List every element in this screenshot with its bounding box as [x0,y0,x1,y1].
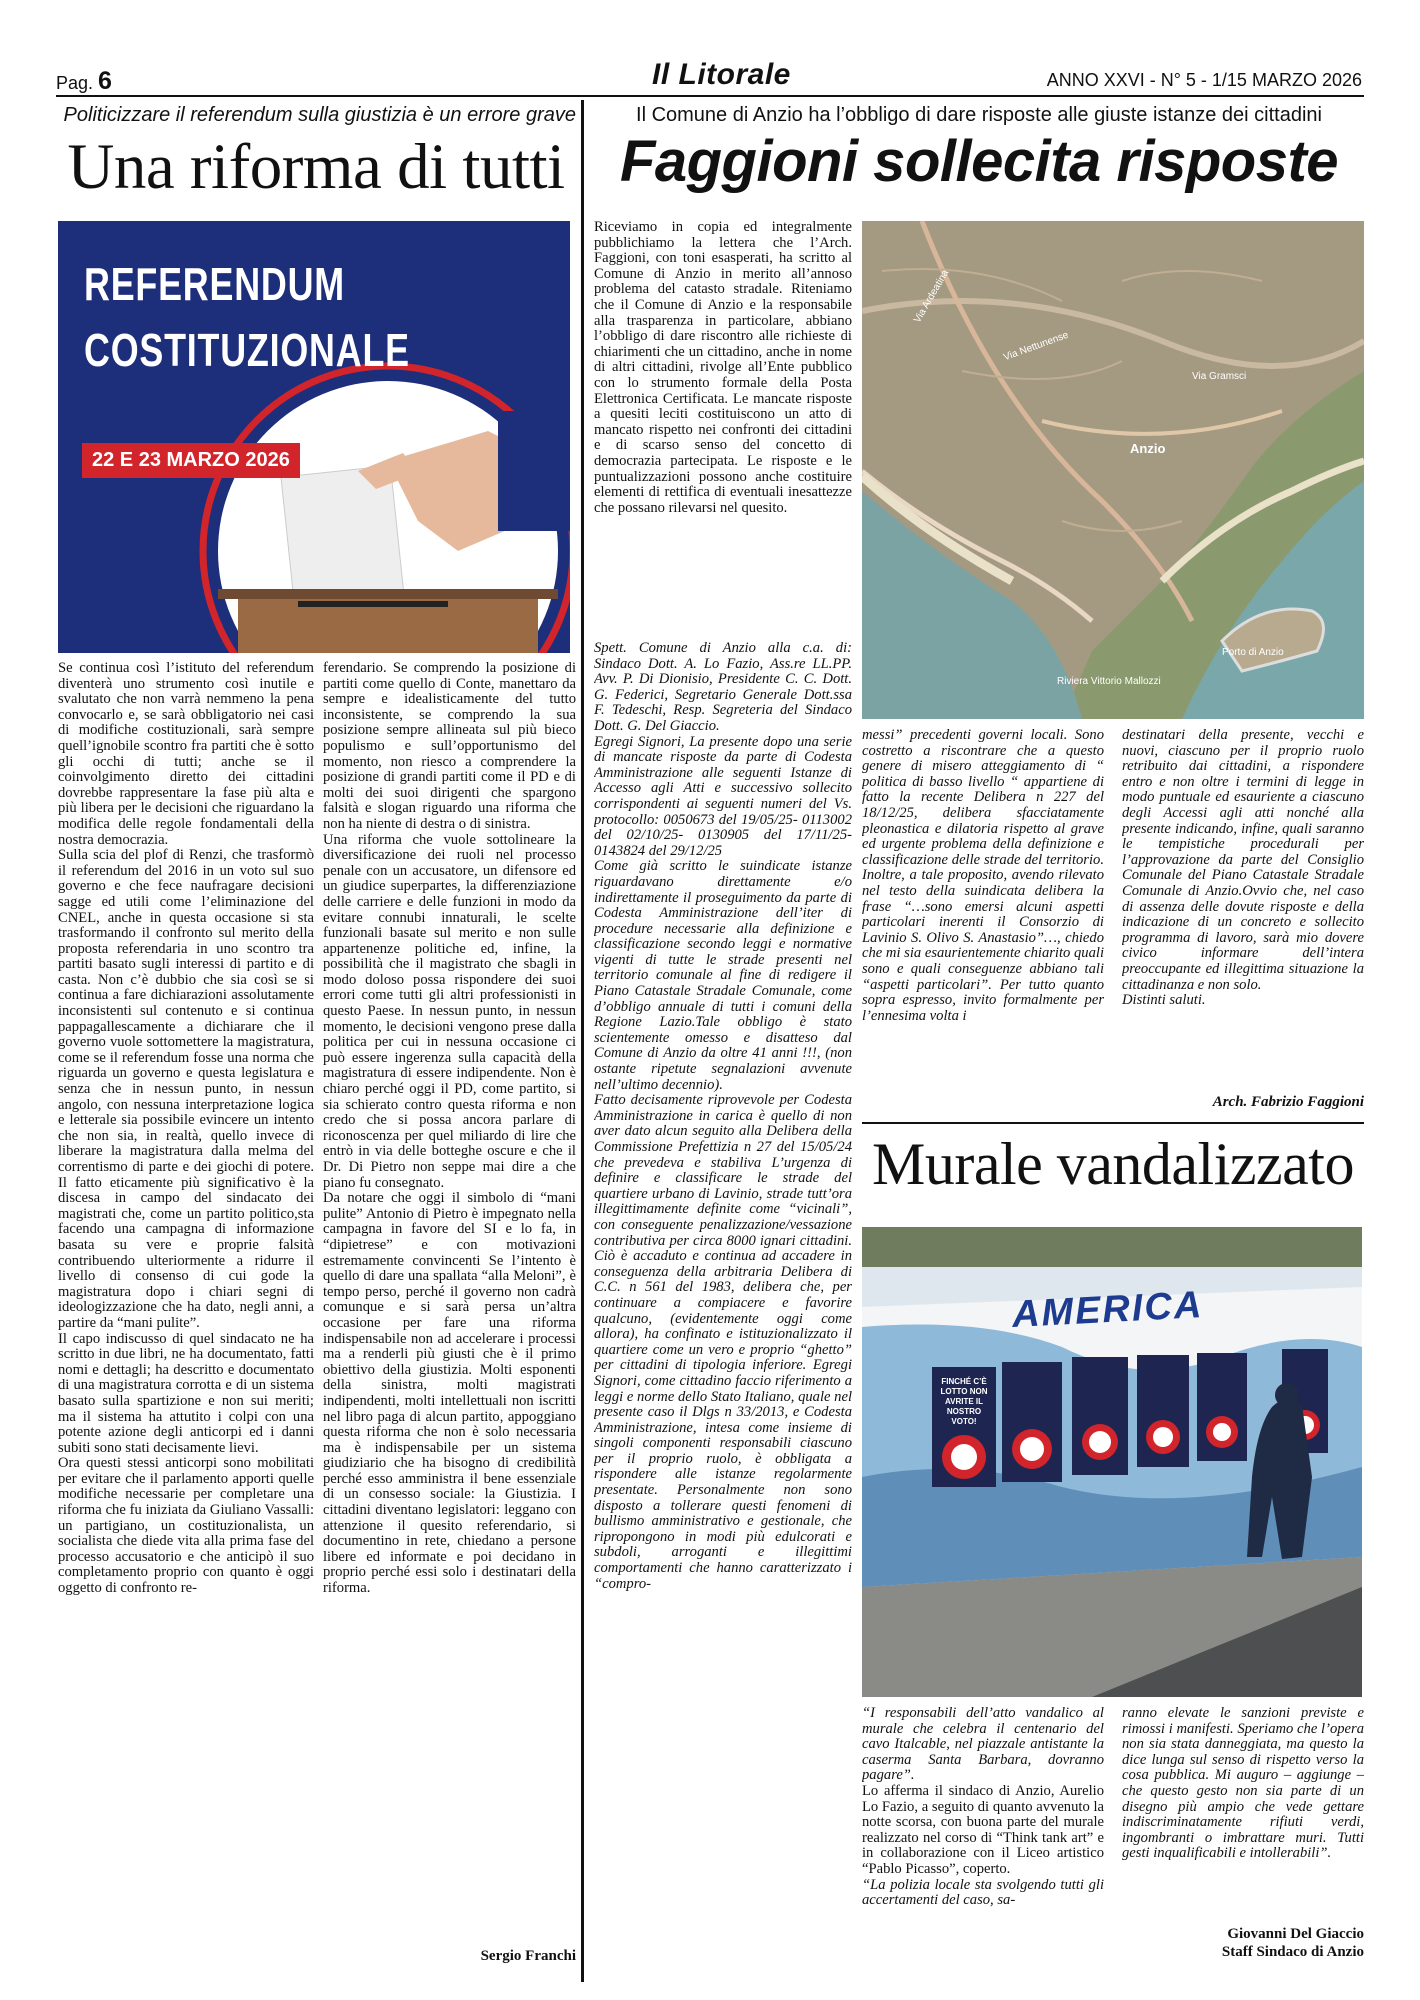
masthead: Il Litorale [652,58,791,91]
article1-column1 [58,661,314,1961]
header-rule [56,95,1364,97]
paragraph: Ora questi stessi anticorpi sono mobilitati per evitare che il parlamento apporti quelle modifiche necessarie per completare una riforma che fu iniziata da Giuliano Vassalli: un partigiano, un costituzionalista, un socialista che diede vita alla prima fase del processo accusatorio e che anticipò il suo completamento proprio con quanto è oggi oggetto di confronto re- [58,1455,314,1597]
paragraph: ferendario. Se comprendo la posizione di partiti come quello di Conte, manettaro da sempre e idealisticamente del tutto inconsistente, se comprendo la sua posizione sempre allineata sul più bieco populismo e sull’opportunismo del momento, non riesco a comprendere la posizione di grandi partiti come il PD e di molti dei suoi dirigenti che spargono falsità e slogan riguardo una riforma che non ha niente di destra o di sinistra. [323,661,576,832]
article2-title: Faggioni sollecita risposte [619,129,1339,194]
poster-line2: COSTITUZIONALE [84,324,410,376]
issue-info: ANNO XXVI - N° 5 - 1/15 MARZO 2026 [1046,70,1362,90]
article2-signature: Arch. Fabrizio Faggioni [1212,1094,1364,1110]
paragraph: Da notare che oggi il simbolo di “mani pulite” Antonio di Pietro è impegnato nella campagna in favore del SI e lo fa, in “dipietrese” e con motivazioni estremamente convincenti Se l’intento è quello di dare una spallata “alla Meloni”, è tempo perso, perché il governo non cadrà comunque e si sarà persa un’altra occasione per fare una riforma indispensabile non ad accelerare i processi ma a renderli più giusti che è il primo obiettivo della giustizia. Molti esponenti della sinistra, molti magistrati indipendenti, molti intellettuali non iscritti nel libro paga di alcun partito, appoggiano questa riforma che non è solo necessaria ma è indispensabile per un sistema giudiziario che ha bisogno di credibilità perché esso amministra il bene essenziale di un consesso sociale: la Giustizia. I cittadini diventano legislatori: leggano con attenzione il quesito referendario, si documentino in rete, chiedano a persone libere ed informate e poi decidano in proprio perché essi solo i destinatari della riforma. [323,1190,576,1597]
article3-signature-name: Giovanni Del Giaccio [1227,1926,1364,1942]
mural-poster-text: FINCHÉ C’È LOTTO NON AVRITE IL NOSTRO VOTO! [940,1377,988,1426]
article2-letter-column2: messi” precedenti governi locali. Sono costretto a riscontrare che a questo genere di misero atteggiamento di “ politica di basso livello “ appartiene di fatto la recente Delibera n 227 del 18/12/25, delibera sfacciatamente pleonastica e dilatoria rispetto al grave ed urgente problema della definizione e classificazione delle strade del territorio. Inoltre, a tale proposito, avendo rilevato nel testo della suindicata delibera la frase “…sono emersi alcuni aspetti particolari inerenti il Consorzio di Lavinio S. Olivo S. Anastasio”…, chiedo che mi sia esaurientemente chiarito quali sono e quali conseguenze abbiano tali “aspetti particolari”. Per tutto quanto sopra espresso, invito formalmente per l’ennesima volta i [862,728,1104,1024]
map-label-porto: Porto di Anzio [1222,647,1284,658]
paragraph: Il capo indiscusso di quel sindacato ne ha scritto in due libri, ne ha documentato, fatti nomi e dettagli; ha descritto e documentato di una magistratura corrotta e di un sistema basato sulla spartizione e non sui meriti; ma il sistema ha attutito i colpi con una potente azione degli anticorpi ed i danni subiti sono stati decisamente lievi. [58,1330,314,1456]
poster-line1: REFERENDUM [84,258,345,310]
paragraph: Lo afferma il sindaco di Anzio, Aurelio Lo Fazio, a seguito di quanto avvenuto la notte scorsa, con buona parte del murale realizzato nel corso di “Think tank art” e in collaborazione con il Liceo artistico “Pablo Picasso”, coperto. [862,1782,1104,1877]
map-label-nettunense: Via Nettunense [1002,329,1071,364]
article3-rule [862,1122,1364,1124]
paragraph: Egregi Signori, La presente dopo una serie di mancate risposte da parte di Codesta Amministrazione alle seguenti Istanze di Accesso agli Atti e successivo sollecito corrispondenti ai seguenti numeri del Vs. protocollo: 0050673 del 19/05/25- 0113002 del 02/10/25- 0130905 del 17/11/25- 0143824 del 29/12/25 [594,733,852,859]
map-label-anzio: Anzio [1130,441,1166,456]
anzio-map [862,221,1364,719]
poster-date: 22 E 23 MARZO 2026 [82,443,300,478]
article3-signature-role: Staff Sindaco di Anzio [1221,1944,1364,1960]
article3-title: Murale vandalizzato [872,1131,1354,1197]
article2-kicker: Il Comune di Anzio ha l’obbligo di dare risposte alle giuste istanze dei cittadini [636,104,1322,126]
closing-text: Distinti saluti. [1122,992,1206,1009]
paragraph: Spett. Comune di Anzio alla c.a. di: Sindaco Dott. A. Lo Fazio, Ass.re LL.PP. Avv. P. Di Dionisio, Presidente C. C. Dott. G. Federici, Segretario Generale Dott.ssa F. Tedeschi, Resp. Segreteria del Sindaco Dott. G. Del Giaccio. [594,641,852,734]
map-label-ardeatina: Via Ardeatina [912,268,952,325]
paragraph: destinatari della presente, vecchi e nuovi, ciascuno per il proprio ruolo retribuito dai cittadini, a rispondere entro e non oltre i termini di legge in modo puntuale ed esauriente a ciascuno degli Accessi agli atti nonché alla presente indicando, infine, quali saranno le tempistiche procedurali per l’approvazione da parte del Consiglio Comunale del Piano Catastale Stradale Comunale di Anzio.Ovvio che, nel caso di assenza delle dovute risposte e della indicazione di un concreto e sollecito programma di lavoro, sarà mio dovere civico informare dell’intera preoccupante ed illegittima situazione la cittadinanza e non solo. [1122,728,1364,993]
article2-letter-column3 [1122,728,1364,1118]
article3-column1 [862,1706,1104,1980]
mural-word: AMERICA [1011,1284,1205,1336]
paragraph: Una riforma che vuole sottolineare la diversificazione dei ruoli nel processo penale con un accusatore, un difensore ed un giudice superpartes, la differenziazione delle carriere e delle funzioni in modo da evitare connubi innaturali, le scelte funzionali basate sul merito e non sulle appartenenze politiche ed, infine, la possibilità che il magistrato che sbagli in modo doloso possa rispondere dei suoi errori come tutti gli altri professionisti in questo Paese. In nessun punto, in nessun momento, le decisioni vengono prese dalla politica per cui in nessuna occasione ci può essere ingerenza sulla capacità della magistratura di essere indipendente. Non è chiaro perché oggi il PD, come partito, si sia schierato contro questa riforma e non credo che si possa ancora parlare di riconoscenza per quel miliardo di lire che entrò in via delle botteghe oscure e che il Dr. Di Pietro non seppe mai dire a che piano fu consegnato. [323,831,576,1191]
mural-photo [862,1227,1362,1697]
paragraph: Se continua così l’istituto del referendum diventerà uno strumento così inutile e svalutato che non varrà nemmeno la pena convocarlo e, se sarà obbligatorio nei casi di modifiche costituzionali, sarà sempre quell’ignobile scontro fra partiti che è sotto gli occhi di tutti; anche se il coinvolgimento diretto dei cittadini dovrebbe rappresentare la fase più alta e più libera per le decisioni che riguardano la modifica delle regole fondamentali della nostra democrazia. [58,661,314,848]
referendum-poster [58,221,570,653]
paragraph: Fatto decisamente riprovevole per Codesta Amministrazione in carica è quello di non aver dato alcun seguito alla Delibera della Commissione Prefettizia n 27 del 15/05/24 che prevedeva e stabiliva L’urgenza di definire e classificare le strade del quartiere urbano di Lavinio, strade tutt’ora illegittimamente definite come “vicinali”, con conseguente penalizzazione/vessazione contributiva per circa 8000 ignari cittadini. Ciò è accaduto e continua ad accadere in conseguenza della arbitraria Delibera di C.C. n 561 del 1983, delibera che, per continuare a compiacere e favorire qualcuno, (evidentemente oggi come allora), ha confinato e istituzionalizzato il quartiere come un vero e proprio “ghetto” per cittadini di tipologia inferiore. Egregi Signori, come cittadino faccio riferimento a leggi e norme dello Stato Italiano, quale nel presente caso il Dlgs n 33/2013, e Codesta Amministrazione, intesa come insieme di singoli componenti responsabili ciascuno per il proprio ruolo, è obbligata a rispondere alle istanze regolarmente presentate. Personalmente non sono disposto a tollerare questi fenomeni di bullismo amministrativo e gestionale, che ripropongono in modi più edulcorati e subdoli, arroganti e illegittimi comportamenti che hanno caratterizzato i “compro- [594,1092,852,1592]
article1-kicker: Politicizzare il referendum sulla giustizia è un errore grave [63,104,576,126]
article2-letter-column1 [594,641,852,1979]
map-label-riviera: Riviera Vittorio Mallozzi [1057,676,1161,687]
article1-column2 [323,661,576,1926]
map-label-gramsci: Via Gramsci [1192,371,1247,382]
paragraph: Come già scritto le suindicate istanze riguardavano direttamente e/o indirettamente il proseguimento da parte di Codesta Amministrazione dell’iter di procedure necessarie alla definizione e classificazione secondo leggi e normative vigenti di tutte le strade presenti nel territorio comunale al fine di redigere il Piano Catastale Stradale Comunale, come d’obbligo annuale di tutti i comuni della Regione Lazio.Tale obbligo è stato scientemente omesso e disatteso dal Comune di Anzio da oltre 41 anni !!!, (non ostante ripetute segnalazioni avvenute nell’ultimo decennio). [594,858,852,1093]
page-label [56,67,112,96]
page-number: 6 [98,67,112,95]
article3-column2: ranno elevate le sanzioni previste e rimossi i manifesti. Speriamo che l’opera non sia stata danneggiata, ma questo la dice lunga sul senso di rispetto verso la cosa pubblica. Mi auguro – aggiunge – che questo gesto non sia parte di un disegno più ampio che vede gettare indiscriminatamente rifiuti verdi, ingombranti o imbrattare muri. Tutti gesti inqualificabili e intollerabili”. [1122,1706,1364,1862]
article1-signature: Sergio Franchi [480,1948,576,1964]
article2-intro: Riceviamo in copia ed integralmente pubblichiamo la lettera che l’Arch. Faggioni, con toni esasperati, ha scritto al Comune di Anzio in merito all’annoso problema del catasto stradale. Riteniamo che il Comune di Anzio e la responsabile alla trasparenza in particolare, abbiano l’obbligo di dare riscontro alle richieste di chiarimenti che un cittadino, anche in nome di altri cittadini, rivolge all’Ente pubblico con lo strumento formale della Posta Elettronica Certificata. Le mancate risposte a quesiti leciti costituiscono un atto di mancato rispetto nei confronti dei cittadini e di scarso senso del concetto di democrazia partecipata. Le risposte e le puntualizzazioni possono anche costituire elementi di rettifica di eventuali inesattezze che possano rilevarsi nel quesito. [594,220,852,516]
article1-title: Una riforma di tutti [67,131,565,203]
quote: “I responsabili dell’atto vandalico al murale che celebra il centenario del cavo Italcable, nel piazzale antistante la caserma Santa Barbara, dovranno pagare”. [862,1706,1104,1784]
column-divider [581,100,584,1982]
quote: “La polizia locale sta svolgendo tutti gli accertamenti del caso, sa- [862,1876,1104,1909]
page-label-text: Pag. [56,73,94,93]
paragraph: Sulla scia del plof di Renzi, che trasformò il referendum del 2016 in un voto sul suo governo e che fece naufragare decisioni sagge ed utili come l’eliminazione del CNEL, anche in questa occasione si sta trasformando il confronto sul merito della proposta referendaria in uno scontro tra partiti basato sugli interessi di partito e di casta. Non c’è dubbio che sia così se si continua a fare dichiarazioni assolutamente inconsistenti sul contenuto e si continua pappagallescamente a dichiarare che il governo vuole sottomettere la magistratura, come se il referendum fosse una norma che riguarda un governo e questa legislatura e senza che in nessun punto, in nessun angolo, con nessuna interpretazione logica e letterale sia possibile evincere un intento che non sia, in realtà, quello invece di liberare la magistratura dalla melma del correntismo di parte e dei giochi di potere. Il fatto eticamente più significativo è la discesa in campo del sindacato dei magistrati che, come un partito politico,sta facendo una campagna di informazione basata su vere e proprie falsità contribuendo ulteriormente a ridurre il livello di consenso di cui gode la magistratura dopo i chiari segni di ideologizzazione che ha dato, negli anni, a partire da “mani pulite”. [58,847,314,1331]
